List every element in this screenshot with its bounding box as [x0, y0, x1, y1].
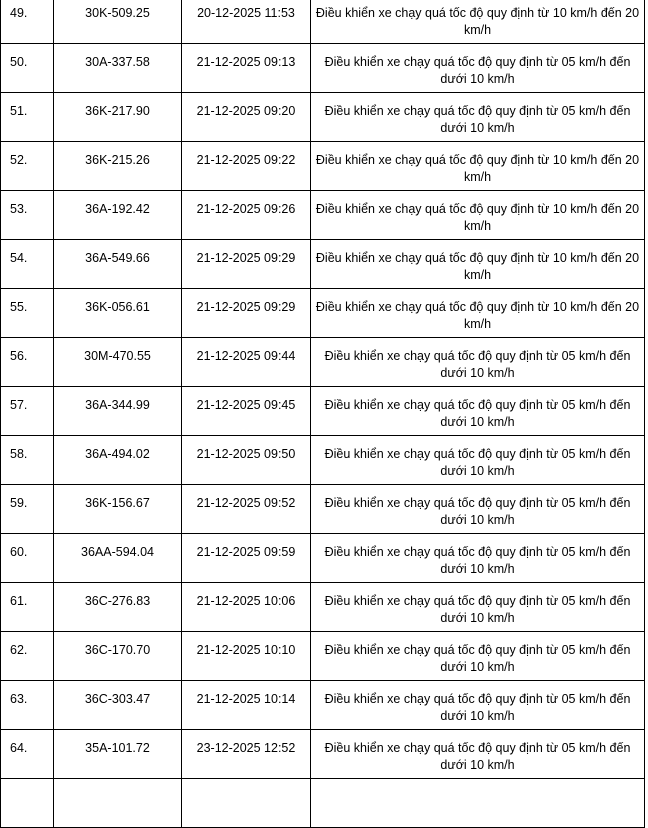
license-plate-cell: 36K-156.67 [54, 485, 182, 534]
violation-time-cell: 21-12-2025 09:13 [182, 44, 311, 93]
violation-time-cell: 21-12-2025 09:29 [182, 240, 311, 289]
table-row [1, 436, 645, 485]
row-number-cell: 55. [1, 289, 54, 338]
row-number-cell: 51. [1, 93, 54, 142]
table-row [1, 142, 645, 191]
table-row [1, 730, 645, 779]
violation-time-cell: 21-12-2025 09:59 [182, 534, 311, 583]
violation-time-cell: 23-12-2025 12:52 [182, 730, 311, 779]
license-plate-cell: 36A-344.99 [54, 387, 182, 436]
violation-description-cell: Điều khiển xe chạy quá tốc độ quy định từ 05 km/h đến dưới 10 km/h [311, 338, 645, 387]
table-row [1, 240, 645, 289]
license-plate-cell: 36A-192.42 [54, 191, 182, 240]
violation-time-cell: 21-12-2025 09:52 [182, 485, 311, 534]
empty-cell [182, 779, 311, 828]
license-plate-cell: 36K-217.90 [54, 93, 182, 142]
row-number-cell: 59. [1, 485, 54, 534]
row-number-cell: 58. [1, 436, 54, 485]
violation-time-cell: 21-12-2025 09:44 [182, 338, 311, 387]
violation-time-cell: 21-12-2025 09:26 [182, 191, 311, 240]
license-plate-cell: 35A-101.72 [54, 730, 182, 779]
row-number-cell: 49. [1, 0, 54, 44]
table-row [1, 681, 645, 730]
empty-cell [1, 779, 54, 828]
violation-time-cell: 21-12-2025 09:20 [182, 93, 311, 142]
violation-description-cell: Điều khiển xe chạy quá tốc độ quy định từ 05 km/h đến dưới 10 km/h [311, 534, 645, 583]
license-plate-cell: 36A-494.02 [54, 436, 182, 485]
table-row [1, 338, 645, 387]
row-number-cell: 53. [1, 191, 54, 240]
table-row-partial [1, 779, 645, 828]
table-row [1, 44, 645, 93]
violation-time-cell: 21-12-2025 09:50 [182, 436, 311, 485]
violation-description-cell: Điều khiển xe chạy quá tốc độ quy định từ 05 km/h đến dưới 10 km/h [311, 387, 645, 436]
empty-cell [311, 779, 645, 828]
table-row [1, 534, 645, 583]
table-row [1, 632, 645, 681]
row-number-cell: 57. [1, 387, 54, 436]
violations-table-body [1, 0, 645, 828]
violation-description-cell: Điều khiển xe chạy quá tốc độ quy định từ 10 km/h đến 20 km/h [311, 0, 645, 44]
license-plate-cell: 36AA-594.04 [54, 534, 182, 583]
violation-description-cell: Điều khiển xe chạy quá tốc độ quy định từ 05 km/h đến dưới 10 km/h [311, 44, 645, 93]
violation-description-cell: Điều khiển xe chạy quá tốc độ quy định từ 10 km/h đến 20 km/h [311, 240, 645, 289]
violation-time-cell: 20-12-2025 11:53 [182, 0, 311, 44]
table-row [1, 0, 645, 44]
row-number-cell: 63. [1, 681, 54, 730]
violation-time-cell: 21-12-2025 09:22 [182, 142, 311, 191]
violation-description-cell: Điều khiển xe chạy quá tốc độ quy định từ 05 km/h đến dưới 10 km/h [311, 436, 645, 485]
violation-time-cell: 21-12-2025 10:14 [182, 681, 311, 730]
empty-cell [54, 779, 182, 828]
violation-description-cell: Điều khiển xe chạy quá tốc độ quy định từ 05 km/h đến dưới 10 km/h [311, 93, 645, 142]
violation-description-cell: Điều khiển xe chạy quá tốc độ quy định từ 10 km/h đến 20 km/h [311, 191, 645, 240]
license-plate-cell: 36K-056.61 [54, 289, 182, 338]
violation-description-cell: Điều khiển xe chạy quá tốc độ quy định từ 05 km/h đến dưới 10 km/h [311, 485, 645, 534]
row-number-cell: 60. [1, 534, 54, 583]
license-plate-cell: 36C-303.47 [54, 681, 182, 730]
license-plate-cell: 30M-470.55 [54, 338, 182, 387]
license-plate-cell: 36K-215.26 [54, 142, 182, 191]
violation-time-cell: 21-12-2025 10:10 [182, 632, 311, 681]
row-number-cell: 56. [1, 338, 54, 387]
violation-description-cell: Điều khiển xe chạy quá tốc độ quy định từ 05 km/h đến dưới 10 km/h [311, 681, 645, 730]
table-row [1, 191, 645, 240]
violation-description-cell: Điều khiển xe chạy quá tốc độ quy định từ 05 km/h đến dưới 10 km/h [311, 632, 645, 681]
violation-description-cell: Điều khiển xe chạy quá tốc độ quy định từ 10 km/h đến 20 km/h [311, 289, 645, 338]
violation-description-cell: Điều khiển xe chạy quá tốc độ quy định từ 10 km/h đến 20 km/h [311, 142, 645, 191]
row-number-cell: 50. [1, 44, 54, 93]
table-row [1, 485, 645, 534]
table-row [1, 93, 645, 142]
violation-time-cell: 21-12-2025 10:06 [182, 583, 311, 632]
table-row [1, 289, 645, 338]
violation-description-cell: Điều khiển xe chạy quá tốc độ quy định từ 05 km/h đến dưới 10 km/h [311, 583, 645, 632]
license-plate-cell: 36C-170.70 [54, 632, 182, 681]
row-number-cell: 62. [1, 632, 54, 681]
license-plate-cell: 36C-276.83 [54, 583, 182, 632]
license-plate-cell: 36A-549.66 [54, 240, 182, 289]
row-number-cell: 61. [1, 583, 54, 632]
violation-description-cell: Điều khiển xe chạy quá tốc độ quy định từ 05 km/h đến dưới 10 km/h [311, 730, 645, 779]
violation-time-cell: 21-12-2025 09:29 [182, 289, 311, 338]
row-number-cell: 54. [1, 240, 54, 289]
table-row [1, 387, 645, 436]
license-plate-cell: 30A-337.58 [54, 44, 182, 93]
row-number-cell: 52. [1, 142, 54, 191]
license-plate-cell: 30K-509.25 [54, 0, 182, 44]
table-row [1, 583, 645, 632]
row-number-cell: 64. [1, 730, 54, 779]
violation-time-cell: 21-12-2025 09:45 [182, 387, 311, 436]
